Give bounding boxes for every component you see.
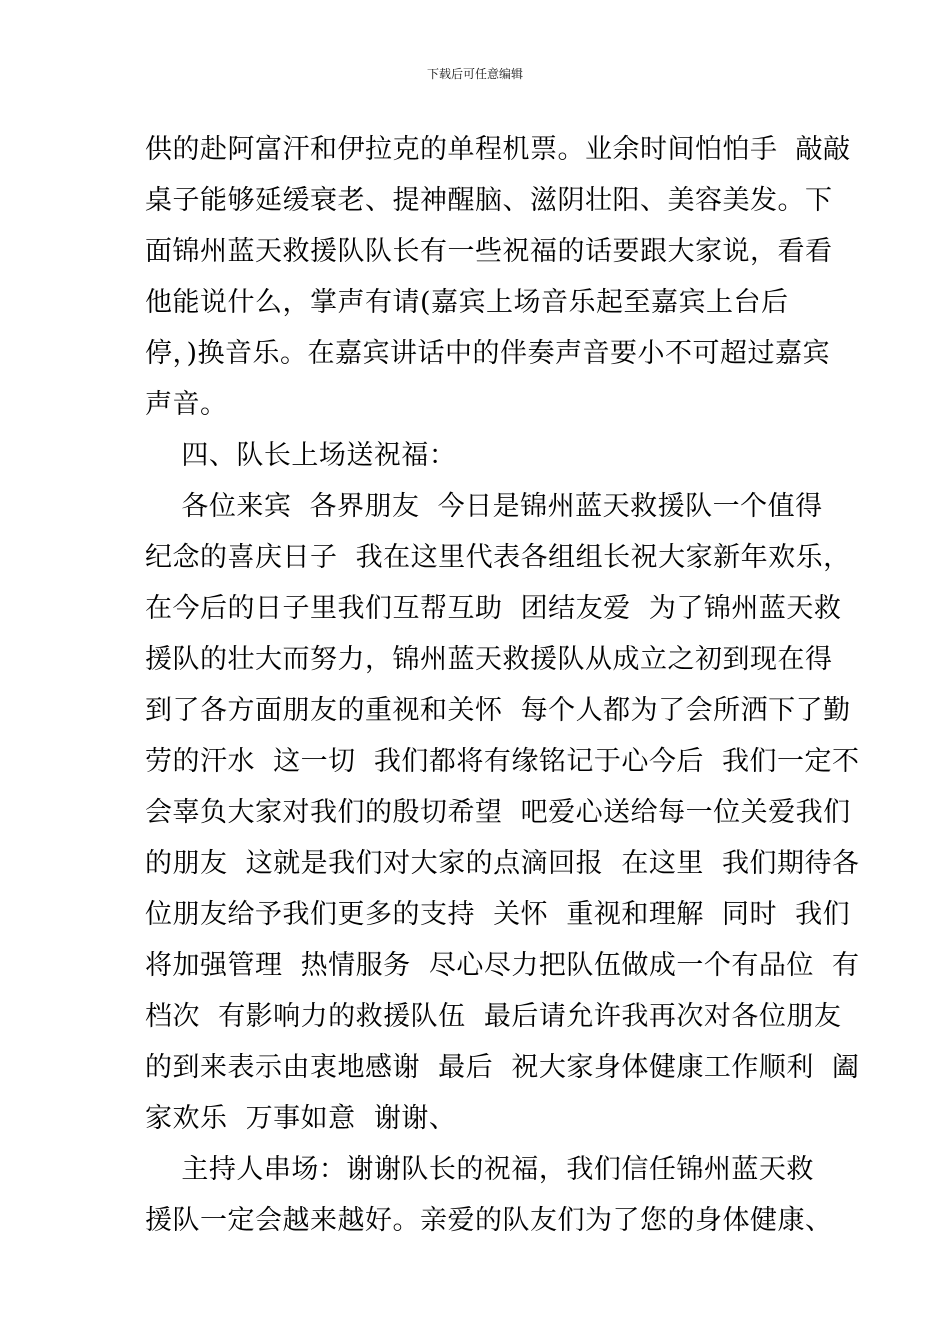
document-body [145,124,860,1246]
text-line: 桌子能够延缓衰老、提神醒脑、滋阴壮阳、美容美发。下 [145,185,833,216]
text-line: 供的赴阿富汗和伊拉克的单程机票。业余时间怕怕手 敲敲 [145,134,851,165]
text-line: 会辜负大家对我们的殷切希望 吧爱心送给每一位关爱我们 [145,797,851,828]
section-heading: 四、队长上场送祝福： [145,440,457,471]
text-line: 他能说什么，掌声有请(嘉宾上场音乐起至嘉宾上台后 [145,287,789,318]
text-line: 劳的汗水 这一切 我们都将有缘铭记于心今后 我们一定不 [145,746,860,777]
text-line: 停，)换音乐。在嘉宾讲话中的伴奏声音要小不可超过嘉宾 [145,338,831,369]
page-header: 下载后可任意编辑 [426,67,523,81]
text-line: 的朋友 这就是我们对大家的点滴回报 在这里 我们期待各 [145,848,860,879]
text-line: 面锦州蓝天救援队队长有一些祝福的话要跟大家说，看看 [145,236,833,267]
text-line: 档次 有影响力的救援队伍 最后请允许我再次对各位朋友 [145,1001,842,1032]
text-line: 在今后的日子里我们互帮互助 团结友爱 为了锦州蓝天救 [145,593,842,624]
text-line: 位朋友给予我们更多的支持 关怀 重视和理解 同时 我们 [145,899,851,930]
text-line: 纪念的喜庆日子 我在这里代表各组组长祝大家新年欢乐， [145,542,851,573]
text-line: 到了各方面朋友的重视和关怀 每个人都为了会所洒下了勤 [145,695,851,726]
text-line: 援队一定会越来越好。亲爱的队友们为了您的身体健康、 [145,1205,833,1236]
text-line: 的到来表示由衷地感谢 最后 祝大家身体健康工作顺利 阖 [145,1052,860,1083]
text-line: 各位来宾 各界朋友 今日是锦州蓝天救援队一个值得 [145,491,823,522]
text-line: 将加强管理 热情服务 尽心尽力把队伍做成一个有品位 有 [145,950,860,981]
text-line: 声音。 [145,389,228,420]
text-line: 家欢乐 万事如意 谢谢、 [145,1103,457,1134]
text-line: 主持人串场：谢谢队长的祝福，我们信任锦州蓝天救 [145,1154,814,1185]
text-line: 援队的壮大而努力，锦州蓝天救援队从成立之初到现在得 [145,644,833,675]
